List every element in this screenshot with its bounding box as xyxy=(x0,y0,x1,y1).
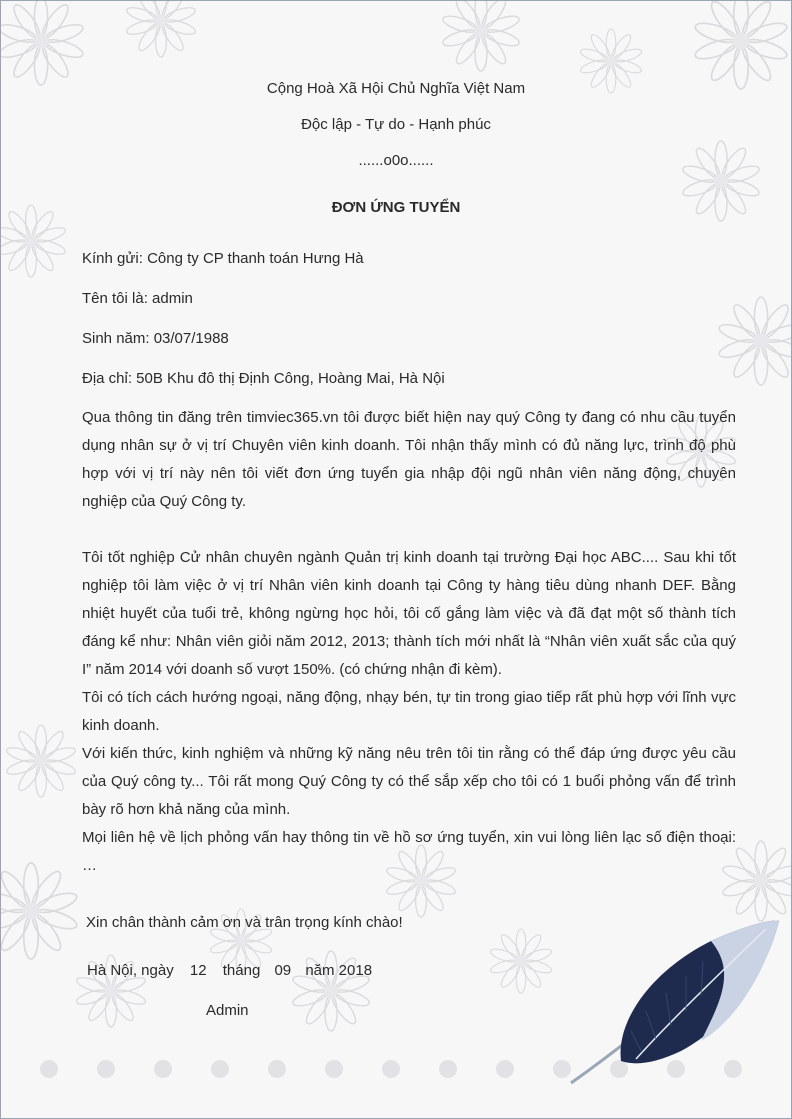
applicant-name: Tên tôi là: admin xyxy=(82,290,193,307)
contact-paragraph: Mọi liên hệ về lịch phỏng vấn hay thông tin về hồ sơ ứng tuyển, xin vui lòng liên lạc số điện thoại: … xyxy=(82,829,736,874)
intro-paragraph: Qua thông tin đăng trên timviec365.vn tôi được biết hiện nay quý Công ty đang có nhu cầu tuyển dụng nhân sự ở vị trí Chuyên viên kinh doanh. Tôi nhận thấy mình có đủ năng lực, trình độ phù hợp với vị trí này nên tôi viết đơn ứng tuyển gia nhập đội ngũ nhân viên năng động, chuyên nghiệp của Quý Công ty. xyxy=(82,409,736,510)
date-month-label: tháng xyxy=(222,962,261,979)
ornament-divider: ......o0o...... xyxy=(358,152,434,169)
personality-paragraph: Tôi có tích cách hướng ngoại, năng động, nhạy bén, tự tin trong giao tiếp rất phù hợp với lĩnh vực kinh doanh. xyxy=(82,689,736,734)
signer-name: Admin xyxy=(206,1002,249,1019)
page-title: ĐƠN ỨNG TUYỂN xyxy=(331,199,461,216)
address-line: Địa chỉ: 50B Khu đô thị Định Công, Hoàng Mai, Hà Nội xyxy=(82,370,445,387)
date-day: 12 xyxy=(189,962,207,979)
request-paragraph: Với kiến thức, kinh nghiệm và những kỹ năng nêu trên tôi tin rằng có thể đáp ứng được yêu cầu của Quý công ty... Tôi rất mong Quý Công ty có thể sắp xếp cho tôi có 1 buổi phỏng vấn để trình bày rõ hơn khả năng của mình. xyxy=(82,745,736,818)
date-month: 09 xyxy=(274,962,292,979)
thanks-line: Xin chân thành cảm ơn và trân trọng kính chào! xyxy=(86,914,403,931)
date-line xyxy=(87,961,372,981)
date-place: Hà Nội, ngày xyxy=(87,962,174,979)
birth-date: Sinh năm: 03/07/1988 xyxy=(82,330,229,347)
date-year: năm 2018 xyxy=(305,962,373,979)
letter-content xyxy=(1,1,791,1118)
experience-paragraph: Tôi tốt nghiệp Cử nhân chuyên ngành Quản trị kinh doanh tại trường Đại học ABC.... Sau khi tốt nghiệp tôi làm việc ở vị trí Nhân viên kinh doanh tại Công ty hàng tiêu dùng nhanh DEF. Bằng nhiệt huyết của tuổi trẻ, không ngừng học hỏi, tôi cố gắng làm việc và đã đạt một số thành tích đáng kể như: Nhân viên giỏi năm 2012, 2013; thành tích mới nhất là “Nhân viên xuất sắc của quý I” năm 2014 với doanh số vượt 150%. (có chứng nhận đi kèm). xyxy=(82,549,736,678)
sub-motto: Độc lập - Tự do - Hạnh phúc xyxy=(301,116,491,133)
national-motto: Cộng Hoà Xã Hội Chủ Nghĩa Việt Nam xyxy=(266,80,526,97)
recipient-line: Kính gửi: Công ty CP thanh toán Hưng Hà xyxy=(82,250,364,267)
